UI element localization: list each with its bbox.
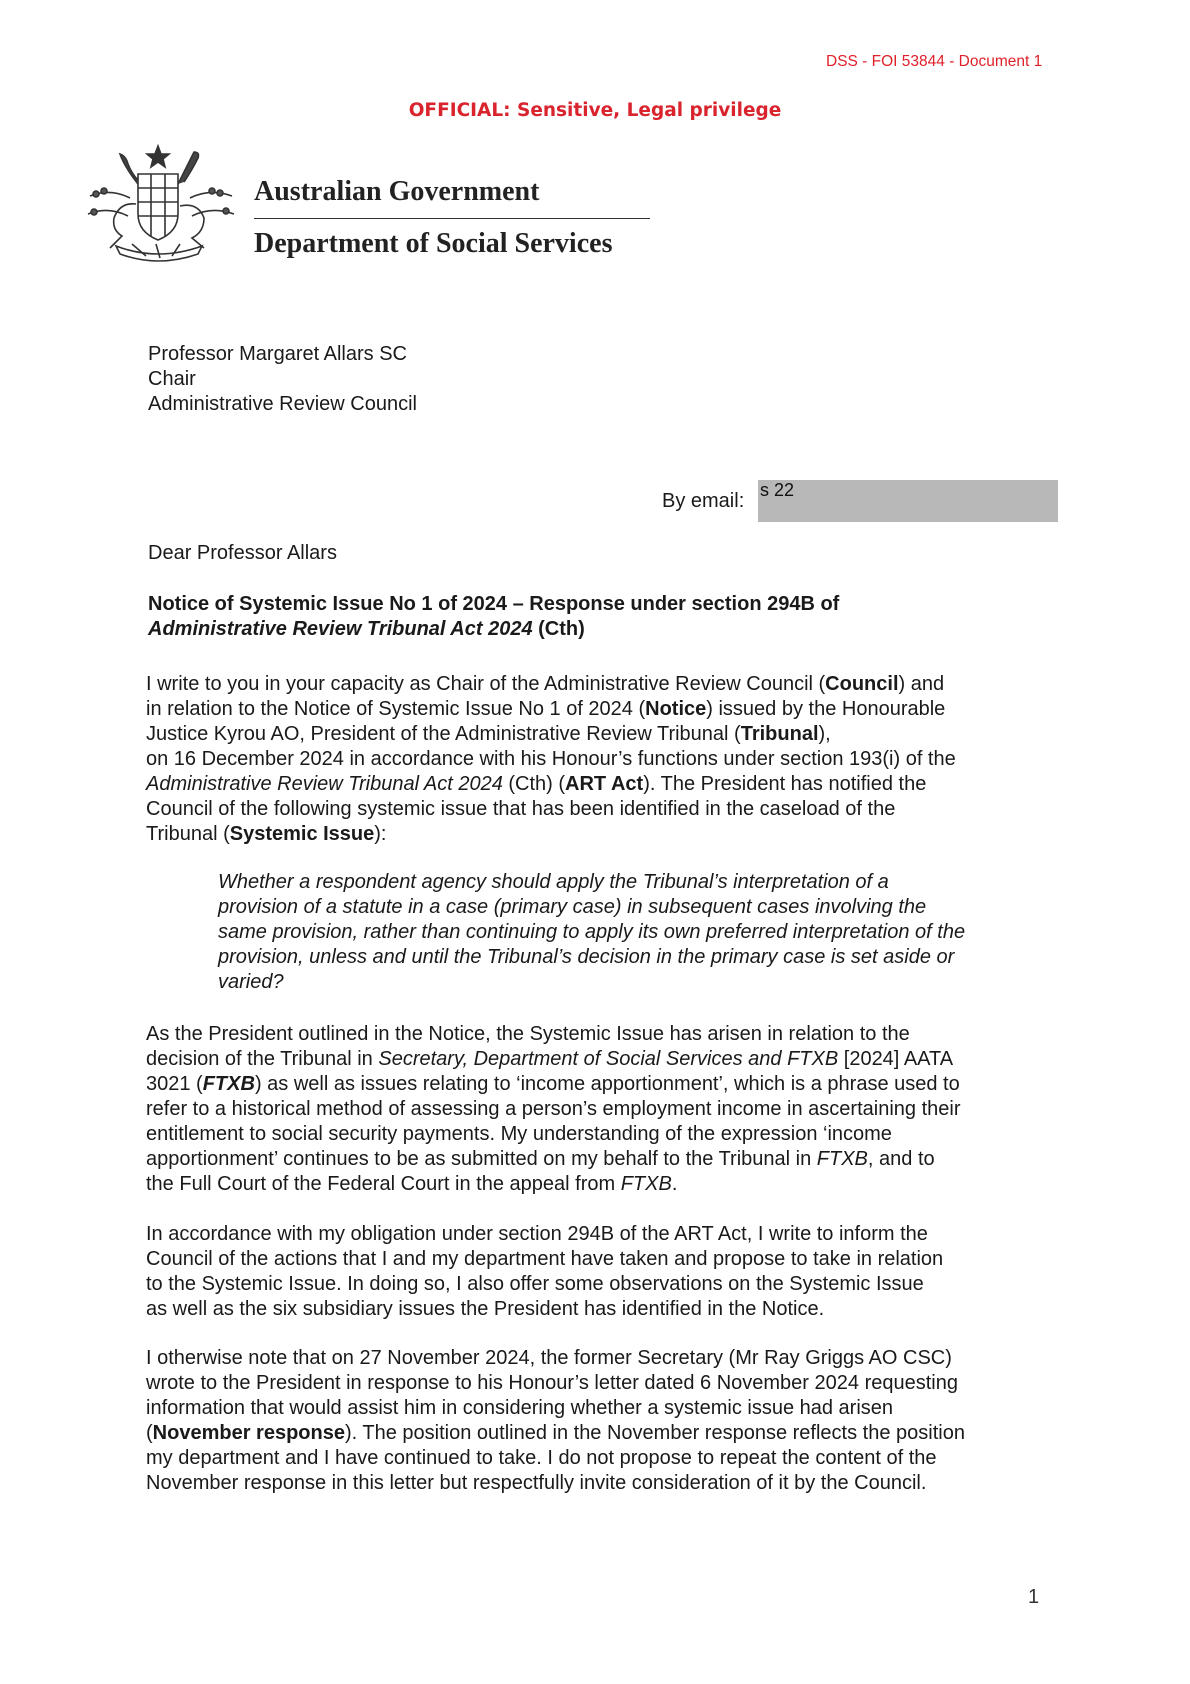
redaction-code: s 22 — [760, 480, 795, 500]
paragraph-obligation: In accordance with my obligation under section 294B of the ART Act, I write to inform the Council of the actions that I and my department have taken and propose to take in relation to the Systemic Issue. In doing so, I also offer some observations on the Systemic Issue as well as the six subsidiary issues the President has identified in the Notice. — [146, 1223, 944, 1320]
email-label: By email: — [662, 490, 745, 512]
redaction-box — [758, 480, 1058, 522]
document-reference: DSS - FOI 53844 - Document 1 — [826, 53, 1043, 70]
paragraph-november-response: I otherwise note that on 27 November 2024, the former Secretary (Mr Ray Griggs AO CSC) wrote to the President in response to his Honour’s letter dated 6 November 2024 requesting information that would assist him in considering whether a systemic issue had arisen (November response). The position outlined in the November response reflects the position my department and I have continued to take. I do not propose to repeat the content of the November response in this letter but respectfully invite consideration of it by the Council. — [146, 1347, 965, 1494]
page-number: 1 — [1028, 1586, 1040, 1608]
recipient-name: Professor Margaret Allars SC — [148, 343, 407, 365]
letterhead-divider — [254, 218, 650, 219]
paragraph-background: As the President outlined in the Notice, the Systemic Issue has arisen in relation to the decision of the Tribunal in Secretary, Department of Social Services and FTXB [2024] AATA 3021 (FTXB) as well as issues relating to ‘income apportionment’, which is a phrase used to refer to a historical method of assessing a person’s employment income in ascertaining their entitlement to social security payments. My understanding of the expression ‘income apportionment’ continues to be as submitted on my behalf to the Tribunal in FTXB, and to the Full Court of the Federal Court in the appeal from FTXB. — [146, 1023, 961, 1195]
recipient-organisation: Administrative Review Council — [148, 393, 417, 415]
systemic-issue-quote: Whether a respondent agency should apply the Tribunal’s interpretation of a provision of a statute in a case (primary case) in subsequent cases involving the same provision, rather than continuing to apply its own preferred interpretation of the provision, unless and until the Tribunal’s decision in the primary case is set aside or varied? — [218, 871, 966, 993]
department-name: Department of Social Services — [254, 228, 613, 259]
subject-heading — [148, 592, 1048, 642]
subject-line-2: Administrative Review Tribunal Act 2024 (Cth) — [148, 618, 585, 640]
commonwealth-coat-of-arms-icon — [80, 144, 240, 264]
agency-name: Australian Government — [254, 176, 540, 207]
recipient-role: Chair — [148, 368, 196, 390]
salutation: Dear Professor Allars — [148, 542, 337, 564]
subject-line-1: Notice of Systemic Issue No 1 of 2024 – Response under section 294B of — [148, 593, 840, 615]
paragraph-introduction: I write to you in your capacity as Chair of the Administrative Review Council (Council) and in relation to the Notice of Systemic Issue No 1 of 2024 (Notice) issued by the Honourable Justice Kyrou AO, President of the Administrative Review Tribunal (Tribunal), on 16 December 2024 in accordance with his Honour’s functions under section 193(i) of the Administrative Review Tribunal Act 2024 (Cth) (ART Act). The President has notified the Council of the following systemic issue that has been identified in the caseload of the Tribunal (Systemic Issue): — [146, 673, 956, 845]
security-classification: OFFICIAL: Sensitive, Legal privilege — [408, 100, 782, 121]
